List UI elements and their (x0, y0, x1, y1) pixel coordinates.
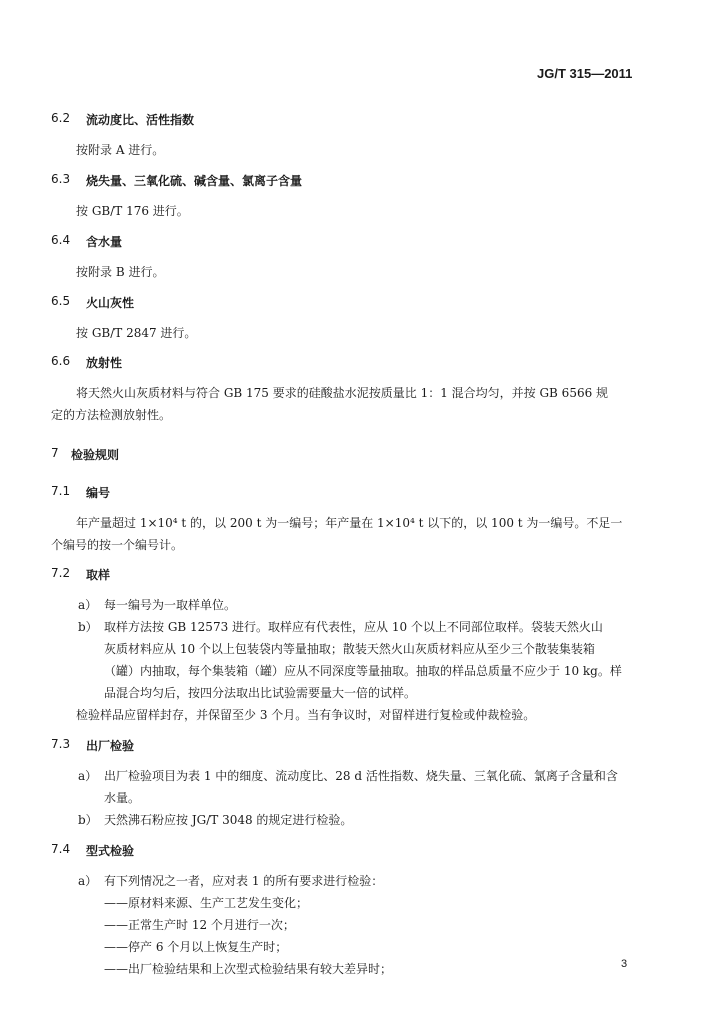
list-marker-7-3-a: a） (78, 769, 98, 783)
clause-number-7-4: 7.4 (51, 842, 71, 856)
clause-title-6-3: 烧失量、三氧化硫、碱含量、氯离子含量 (86, 174, 303, 188)
clause-body-7-1-line2: 个编号的按一个编号计。 (51, 538, 184, 552)
list-item-7-2-a: 每一编号为一取样单位。 (104, 598, 237, 612)
clause-number-6-2: 6.2 (51, 111, 71, 125)
list-item-7-2-b-line2: 灰质材料应从 10 个以上包装袋内等量抽取；散装天然火山灰质材料应从至少三个散装集装箱 (104, 642, 595, 656)
dash-item: ——正常生产时 12 个月进行一次； (104, 918, 295, 932)
clause-number-6-3: 6.3 (51, 172, 71, 186)
list-item-7-3-a-line1: 出厂检验项目为表 1 中的细度、流动度比、28 d 活性指数、烧失量、三氧化硫、氯离子含量和含 (104, 769, 618, 783)
chapter-number-7: 7 (51, 446, 59, 460)
clause-title-6-2: 流动度比、活性指数 (86, 113, 195, 127)
list-item-7-3-b: 天然沸石粉应按 JG/T 3048 的规定进行检验。 (104, 813, 353, 827)
clause-number-6-6: 6.6 (51, 354, 71, 368)
clause-title-6-6: 放射性 (86, 356, 123, 370)
sample-retention-text: 检验样品应留样封存，并保留至少 3 个月。当有争议时，对留样进行复检或仲裁检验。 (76, 708, 536, 722)
clause-number-6-5: 6.5 (51, 294, 71, 308)
list-marker-7-2-b: b） (78, 620, 98, 634)
clause-body-6-5: 按 GB/T 2847 进行。 (76, 326, 197, 340)
clause-title-6-4: 含水量 (86, 235, 123, 249)
clause-body-6-6-line2: 定的方法检测放射性。 (51, 408, 172, 422)
list-item-7-2-b-line4: 品混合均匀后，按四分法取出比试验需要量大一倍的试样。 (104, 686, 417, 700)
clause-body-7-1-line1: 年产量超过 1×10⁴ t 的，以 200 t 为一编号；年产量在 1×10⁴ t 以下的，以 100 t 为一编号。不足一 (76, 516, 623, 530)
clause-number-7-2: 7.2 (51, 566, 71, 580)
clause-title-7-2: 取样 (86, 568, 111, 582)
clause-body-6-4: 按附录 B 进行。 (76, 265, 165, 279)
list-item-7-4-a: 有下列情况之一者，应对表 1 的所有要求进行检验： (104, 874, 384, 888)
clause-body-6-2: 按附录 A 进行。 (76, 143, 165, 157)
clause-body-6-3: 按 GB/T 176 进行。 (76, 204, 189, 218)
list-item-7-2-b-line3: （罐）内抽取，每个集装箱（罐）应从不同深度等量抽取。抽取的样品总质量不应少于 10 kg。样 (104, 664, 622, 678)
dash-item: ——停产 6 个月以上恢复生产时； (104, 940, 288, 954)
dash-item: ——出厂检验结果和上次型式检验结果有较大差异时； (104, 962, 393, 976)
chapter-title-7: 检验规则 (71, 448, 120, 462)
list-item-7-2-b-line1: 取样方法按 GB 12573 进行。取样应有代表性，应从 10 个以上不同部位取样。袋装天然火山 (104, 620, 603, 634)
dash-item: ——原材料来源、生产工艺发生变化； (104, 896, 309, 910)
clause-number-6-4: 6.4 (51, 233, 71, 247)
clause-title-7-1: 编号 (86, 486, 111, 500)
clause-title-6-5: 火山灰性 (86, 296, 135, 310)
clause-number-7-1: 7.1 (51, 484, 71, 498)
standard-code: JG/T 315—2011 (537, 66, 633, 81)
list-marker-7-4-a: a） (78, 874, 98, 888)
page-number: 3 (621, 958, 628, 970)
clause-body-6-6-line1: 将天然火山灰质材料与符合 GB 175 要求的硅酸盐水泥按质量比 1：1 混合均匀，并按 GB 6566 规 (76, 386, 609, 400)
list-marker-7-3-b: b） (78, 813, 98, 827)
clause-title-7-3: 出厂检验 (86, 739, 135, 753)
list-item-7-3-a-line2: 水量。 (104, 791, 141, 805)
clause-number-7-3: 7.3 (51, 737, 71, 751)
list-marker-7-2-a: a） (78, 598, 98, 612)
clause-title-7-4: 型式检验 (86, 844, 135, 858)
